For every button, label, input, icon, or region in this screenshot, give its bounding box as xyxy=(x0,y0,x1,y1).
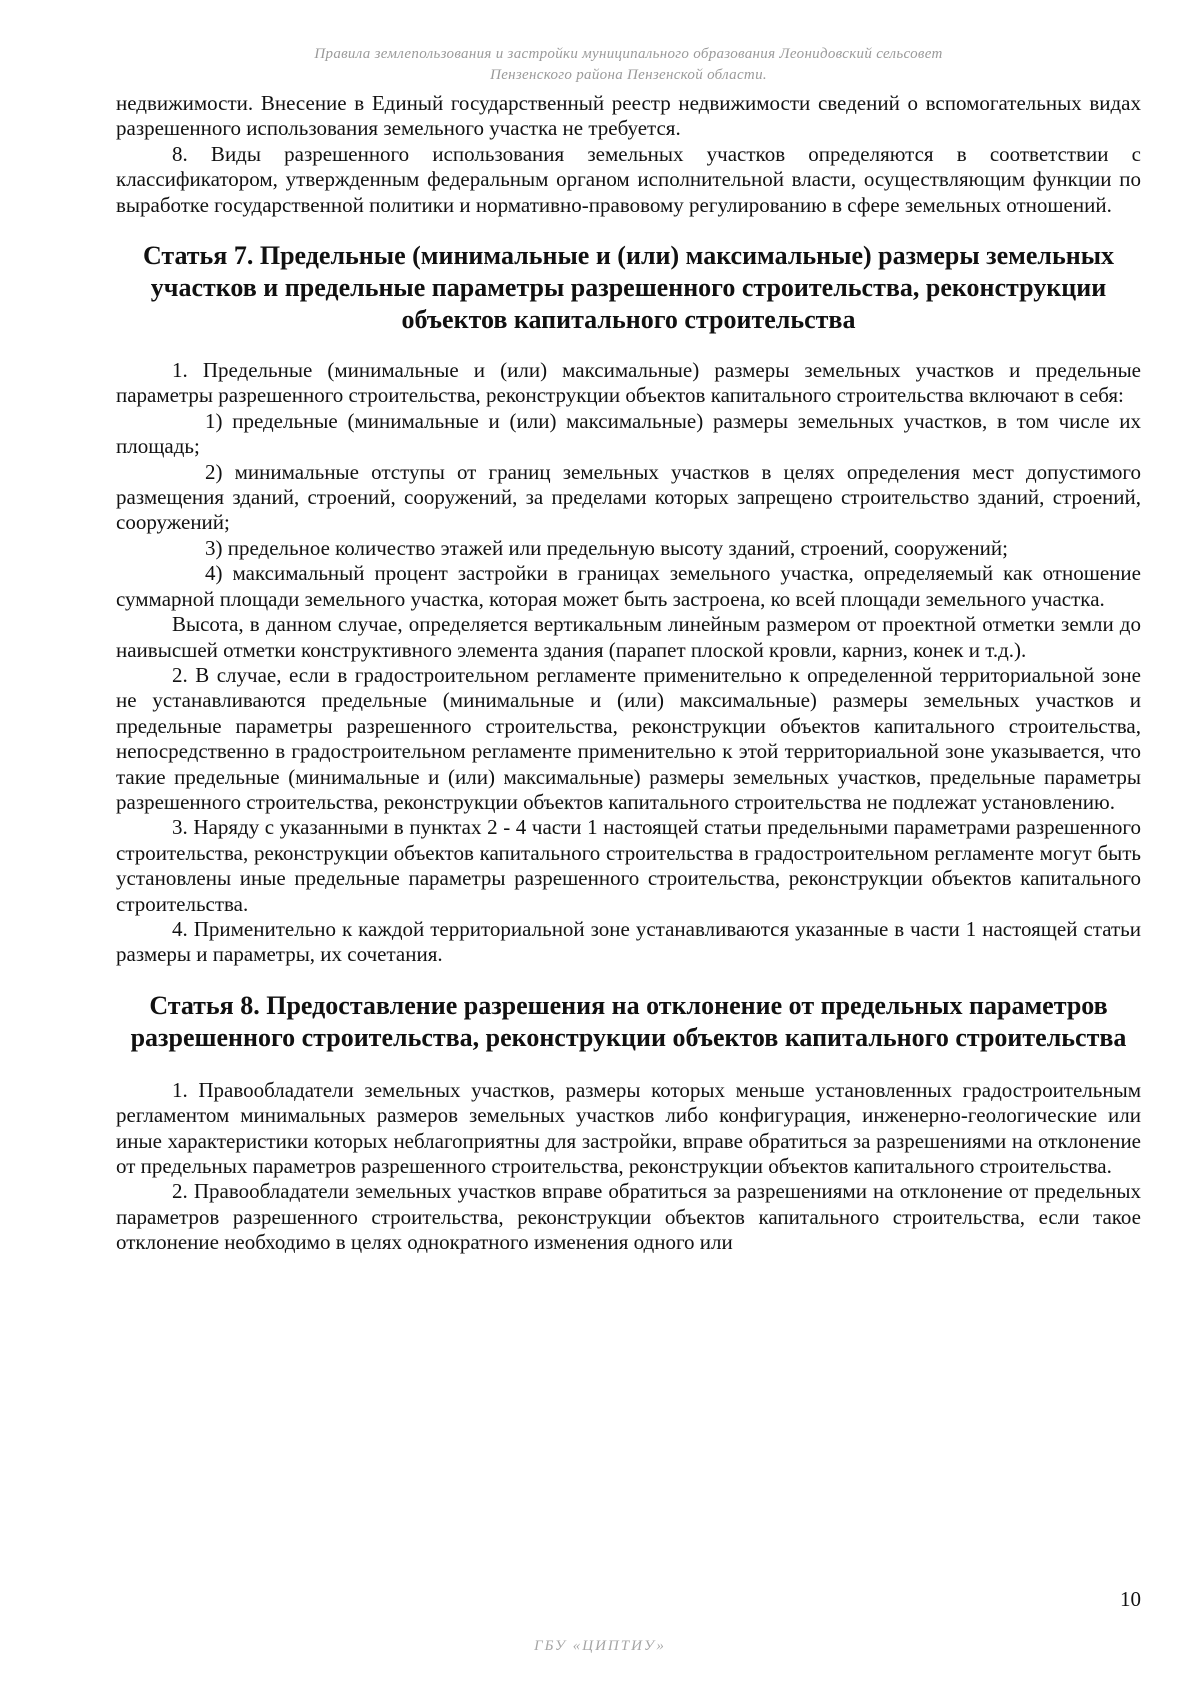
footer-organization: ГБУ «ЦИПТИУ» xyxy=(534,1638,666,1654)
paragraph-continuation: недвижимости. Внесение в Единый государственный реестр недвижимости сведений о вспомогательных видах разрешенного использования земельного участка не требуется. xyxy=(116,91,1141,141)
article-7-subitem-2: 2) минимальные отступы от границ земельных участков в целях определения мест допустимого размещения зданий, строений, сооружений, за пределами которых запрещено строительство зданий, строений, сооружений; xyxy=(116,459,1141,535)
running-header-line-1: Правила землепользования и застройки муниципального образования Леонидовский сельсовет xyxy=(314,46,943,62)
article-7-height-note: Высота, в данном случае, определяется вертикальным линейным размером от проектной отметки земли до наивысшей отметки конструктивного элемента здания (парапет плоской кровли, карниз, конек и т.д.). xyxy=(116,612,1141,662)
article-8-paragraph-2: 2. Правообладатели земельных участков вправе обратиться за разрешениями на отклонение от предельных параметров разрешенного строительства, реконструкции объектов капитального строительства, если такое отклонение необходимо в целях однократного изменения одного или xyxy=(116,1179,1141,1255)
running-header-line-2: Пензенского района Пензенской области. xyxy=(490,67,767,83)
running-header xyxy=(116,44,1141,86)
page-number: 10 xyxy=(1120,1587,1141,1611)
paragraph-item-8: 8. Виды разрешенного использования земельных участков определяются в соответствии с классификатором, утвержденным федеральным органом исполнительной власти, осуществляющим функции по выработке государственной политики и нормативно-правовому регулированию в сфере земельных отношений. xyxy=(116,141,1141,217)
article-7-paragraph-2: 2. В случае, если в градостроительном регламенте применительно к определенной территориальной зоне не устанавливаются предельные (минимальные и (или) максимальные) размеры земельных участков и предельные параметры разрешенного строительства, реконструкции объектов капитального строительства, непосредственно в градостроительном регламенте применительно к этой территориальной зоне указывается, что такие предельные (минимальные и (или) максимальные) размеры земельных участков, предельные параметры разрешенного строительства, реконструкции объектов капитального строительства не подлежат установлению. xyxy=(116,662,1141,814)
article-7-paragraph-3: 3. Наряду с указанными в пунктах 2 - 4 части 1 настоящей статьи предельными параметрами разрешенного строительства, реконструкции объектов капитального строительства в градостроительном регламенте могут быть установлены иные предельные параметры разрешенного строительства, реконструкции объектов капитального строительства. xyxy=(116,815,1141,916)
article-7-paragraph-1: 1. Предельные (минимальные и (или) максимальные) размеры земельных участков и предельные параметры разрешенного строительства, реконструкции объектов капитального строительства включают в себя: xyxy=(116,358,1141,408)
article-8-heading: Статья 8. Предоставление разрешения на отклонение от предельных параметров разрешенного строительства, реконструкции объектов капитального строительства xyxy=(130,990,1127,1052)
article-7-subitem-3: 3) предельное количество этажей или предельную высоту зданий, строений, сооружений; xyxy=(205,535,1008,560)
article-7-subitem-4: 4) максимальный процент застройки в границах земельного участка, определяемый как отношение суммарной площади земельного участка, которая может быть застроена, ко всей площади земельного участка. xyxy=(116,561,1141,611)
article-8-paragraph-1: 1. Правообладатели земельных участков, размеры которых меньше установленных градостроительным регламентом минимальных размеров земельных участков либо конфигурация, инженерно-геологические или иные характеристики которых неблагоприятны для застройки, вправе обратиться за разрешениями на отклонение от предельных параметров разрешенного строительства, реконструкции объектов капитального строительства. xyxy=(116,1077,1141,1178)
article-7-subitem-1: 1) предельные (минимальные и (или) максимальные) размеры земельных участков, в том числе их площадь; xyxy=(116,408,1141,459)
article-7-heading: Статья 7. Предельные (минимальные и (или) максимальные) размеры земельных участков и предельные параметры разрешенного строительства, реконструкции объектов капитального строительства xyxy=(142,241,1115,335)
article-7-paragraph-4: 4. Применительно к каждой территориальной зоне устанавливаются указанные в части 1 настоящей статьи размеры и параметры, их сочетания. xyxy=(116,916,1141,967)
